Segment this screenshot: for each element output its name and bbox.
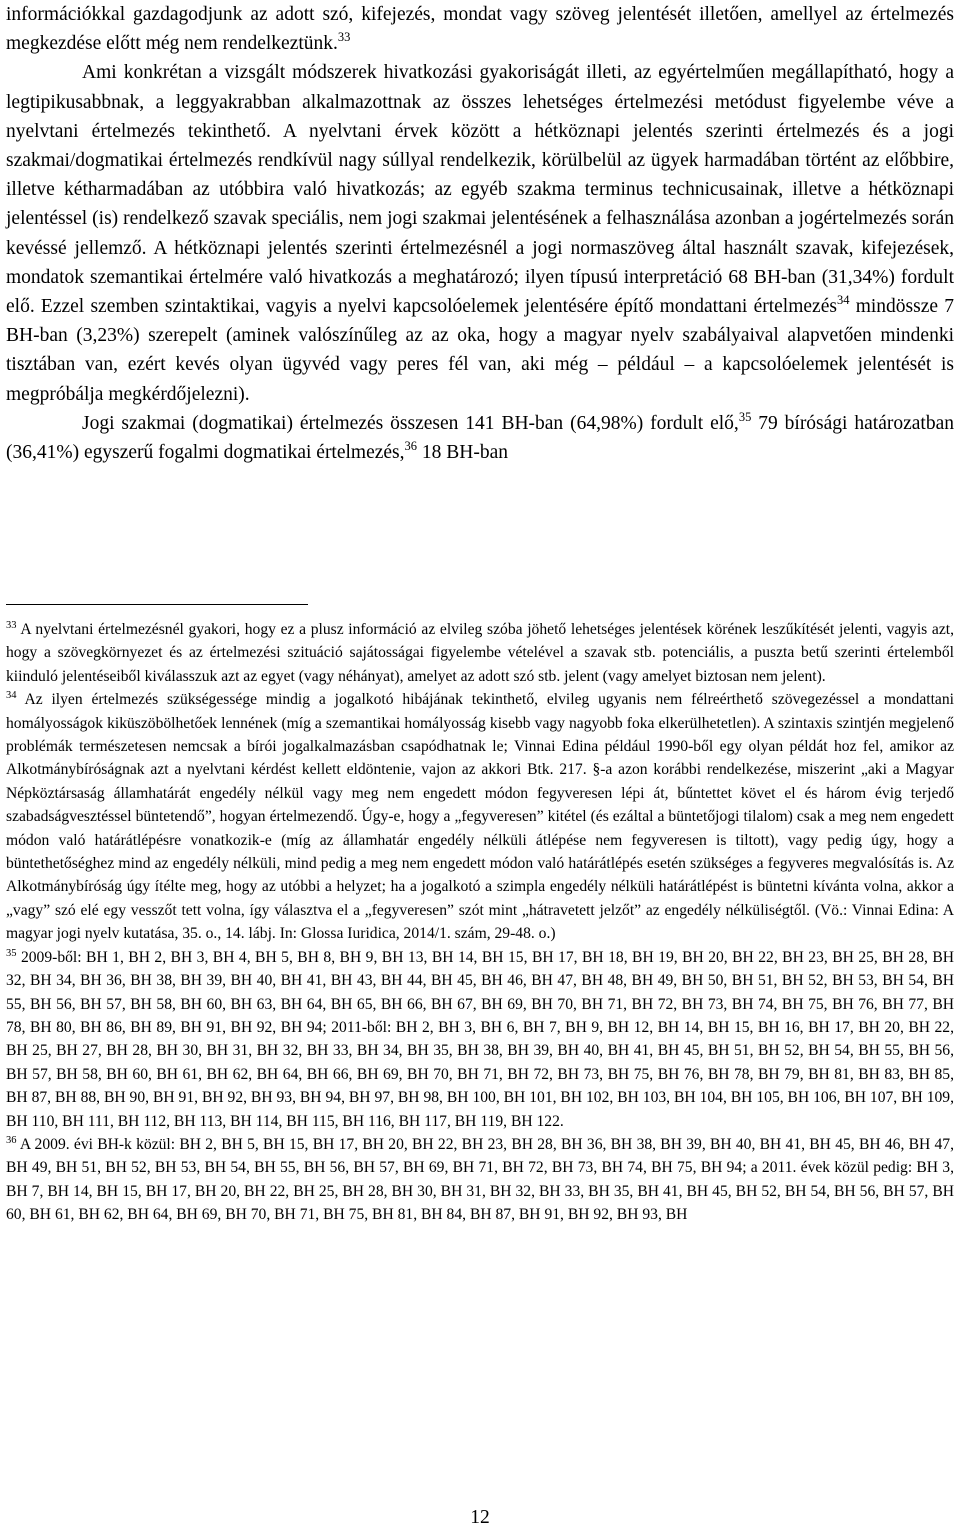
footnote-35 — [6, 946, 954, 1133]
paragraph-2-text: Ami konkrétan a vizsgált módszerek hivatkozási gyakoriságát illeti, az egyértelműen megállapítható, hogy a legtipikusabbnak, a leggyakrabban alkalmazottnak az összes lehetséges értelmezési metódust figyelembe véve a nyelvtani értelmezés tekinthető. A nyelvtani érvek között a hétköznapi jelentés szerinti értelmezés és a jogi szakmai/dogmatikai értelmezés rendkívül nagy súllyal rendelkezik, körülbelül az ügyek harmadában történt az előbbire, illetve kétharmadában az utóbbira való hivatkozás; az egyéb szakma terminus technicusainak, illetve a hétköznapi jelentéssel (is) rendelkező szavak speciális, nem jogi szakmai jelentésének a felhasználása azonban a jogértelmezés során kevéssé jellemző. A hétköznapi jelentés szerinti értelmezésnél a jogi normaszöveg által használt szavak, kifejezések, mondatok szemantikai értelmére való hivatkozás a meghatározó; ilyen típusú interpretáció 68 BH-ban (31,34%) fordult elő. Ezzel szemben szintaktikai, vagyis a nyelvi kapcsolóelemek jelentésére építő mondattani értelmezés — [6, 62, 954, 318]
paragraph-1-text: információkkal gazdagodjunk az adott szó, kifejezés, mondat vagy szöveg jelentését illetően, amellyel az értelmezés megkezdése előtt még nem rendelkeztünk. — [6, 4, 954, 55]
footnote-ref-36[interactable]: 36 — [404, 439, 418, 454]
footnote-number: 36 — [6, 1134, 17, 1146]
body-text — [6, 0, 954, 467]
footnotes — [6, 618, 954, 1227]
footnote-number: 34 — [6, 690, 17, 702]
footnote-text: Az ilyen értelmezés szükségessége mindig a jogalkotó hibájának tekinthető, elvileg ugyanis nem félreérthető szövegezéssel a mondattani homályosságok kiküszöbölhetőek lennének (míg a szemantikai homályosság kisebb vagy nagyobb foka elkerülhetetlen). A szintaxis szintjén megjelenő problémák természetesen nemcsak a bírói jogalkalmazásban csapódhatnak le; Vinnai Edina például 1990-ből egy olyan példát hoz fel, amikor az Alkotmánybíróságnak azt a nyelvtani kérdést kellett eldöntenie, vajon az akkori Btk. 217. §-a azon korábbi rendelkezése, miszerint „aki a Magyar Népköztársaság államhatárát engedély nélkül vagy meg nem engedett módon fegyveresen lépi át, bűntettet követ el és három évig terjedő szabadságvesztéssel büntetendő”, hogyan értelmezendő. Úgy-e, hogy a „fegyveresen” kitétel (és ezáltal a büntetőjogi tilalom) csak a meg nem engedett módon való határátlépésre vonatkozik-e (míg az államhatár engedély nélküli átlépése nem fegyveresen is tiltott), vagy pedig úgy, hogy a büntethetőséghez mind az engedély nélküli, mind pedig a meg nem engedett módon való határátlépés esetén szükséges a fegyveres megvalósítás is. Az Alkotmánybíróság úgy ítélte meg, hogy az utóbbi a helyzet; ha a jogalkotó a szimpla engedély nélküli határátlépést is büntetni kívánta volna, akkor a „vagy” szó elé egy vesszőt tett volna, így választva el a „fegyveresen” szót mint „hátravetett jelzőt” az engedély nélküliségtől. (Vö.: Vinnai Edina: A magyar jogi nyelv kutatása, 35. o., 14. lábj. In: Glossa Iuridica, 2014/1. szám, 29-48. o.) — [6, 691, 954, 943]
paragraph-2 — [6, 58, 954, 408]
footnote-ref-34[interactable]: 34 — [836, 293, 850, 308]
footnote-33 — [6, 618, 954, 688]
document-page — [6, 0, 954, 467]
paragraph-3-text-cont: 79 bírósági határozatban (36,41%) egyszerű fogalmi dogmatikai értelmezés, — [6, 412, 954, 464]
footnote-ref-35[interactable]: 35 — [738, 409, 752, 424]
page-number: 12 — [470, 1507, 490, 1528]
footnote-separator — [6, 604, 308, 605]
footnote-text: A nyelvtani értelmezésnél gyakori, hogy ez a plusz információ az elvileg szóba jöhető lehetséges jelentések körének leszűkítését jelenti, vagyis azt, hogy a szövegkörnyezet és az értelmezési szituáció sajátosságai figyelembe vételével a szavak stb. potenciális, a puszta betű szerinti értelemből kiinduló jelentéseiből kiválasszuk azt az egyet (vagy néhányat), amelyet az adott szó stb. jelent (vagy amelyet biztosan nem jelent). — [6, 621, 954, 685]
footnote-number: 35 — [6, 947, 17, 959]
paragraph-3-text-end: 18 BH-ban — [421, 442, 509, 464]
footnote-34 — [6, 688, 954, 945]
footnote-36 — [6, 1133, 954, 1227]
footnote-text: A 2009. évi BH-k közül: BH 2, BH 5, BH 15, BH 17, BH 20, BH 22, BH 23, BH 28, BH 36, BH 38, BH 39, BH 40, BH 41, BH 45, BH 46, BH 47, BH 49, BH 51, BH 52, BH 53, BH 54, BH 55, BH 56, BH 57, BH 69, BH 71, BH 72, BH 73, BH 74, BH 75, BH 94; a 2011. évek közül pedig: BH 3, BH 7, BH 14, BH 15, BH 17, BH 20, BH 22, BH 25, BH 28, BH 30, BH 31, BH 32, BH 33, BH 35, BH 41, BH 45, BH 52, BH 54, BH 56, BH 57, BH 60, BH 61, BH 62, BH 64, BH 69, BH 70, BH 71, BH 75, BH 81, BH 84, BH 87, BH 91, BH 92, BH 93, BH — [6, 1135, 955, 1224]
footnote-number: 33 — [6, 620, 17, 631]
paragraph-3 — [6, 409, 954, 467]
paragraph-1 — [6, 0, 954, 58]
footnote-text: 2009-ből: BH 1, BH 2, BH 3, BH 4, BH 5, BH 8, BH 9, BH 13, BH 14, BH 15, BH 17, BH 18, BH 19, BH 20, BH 22, BH 23, BH 25, BH 28, BH 32, BH 34, BH 36, BH 38, BH 39, BH 40, BH 41, BH 43, BH 44, BH 45, BH 46, BH 47, BH 48, BH 49, BH 50, BH 51, BH 52, BH 53, BH 54, BH 55, BH 56, BH 57, BH 58, BH 60, BH 63, BH 64, BH 65, BH 66, BH 67, BH 69, BH 70, BH 71, BH 72, BH 73, BH 74, BH 75, BH 76, BH 77, BH 78, BH 80, BH 86, BH 89, BH 91, BH 92, BH 94; 2011-ből: BH 2, BH 3, BH 6, BH 7, BH 9, BH 12, BH 14, BH 15, BH 16, BH 17, BH 20, BH 22, BH 25, BH 27, BH 28, BH 30, BH 31, BH 32, BH 33, BH 34, BH 35, BH 38, BH 39, BH 40, BH 41, BH 45, BH 51, BH 52, BH 54, BH 55, BH 56, BH 57, BH 58, BH 60, BH 61, BH 62, BH 64, BH 66, BH 69, BH 70, BH 71, BH 72, BH 73, BH 75, BH 76, BH 78, BH 79, BH 81, BH 83, BH 85, BH 87, BH 88, BH 90, BH 91, BH 92, BH 93, BH 94, BH 97, BH 98, BH 100, BH 101, BH 102, BH 103, BH 104, BH 105, BH 106, BH 107, BH 109, BH 110, BH 111, BH 112, BH 113, BH 114, BH 115, BH 116, BH 117, BH 119, BH 122. — [6, 948, 954, 1130]
paragraph-3-text: Jogi szakmai (dogmatikai) értelmezés összesen 141 BH-ban (64,98%) fordult elő, — [82, 412, 739, 434]
footnote-ref-33[interactable]: 33 — [337, 30, 351, 45]
paragraph-2-text-cont: mindössze 7 BH-ban (3,23%) szerepelt (aminek valószínűleg az az oka, hogy a magyar nyelv szabályaival alapvetően mindenki tisztában van, ezért kevés olyan ügyvéd vagy peres fél van, aki még – például – a kapcsolóelemek jelentését is megpróbálja megkérdőjelezni). — [6, 296, 955, 405]
